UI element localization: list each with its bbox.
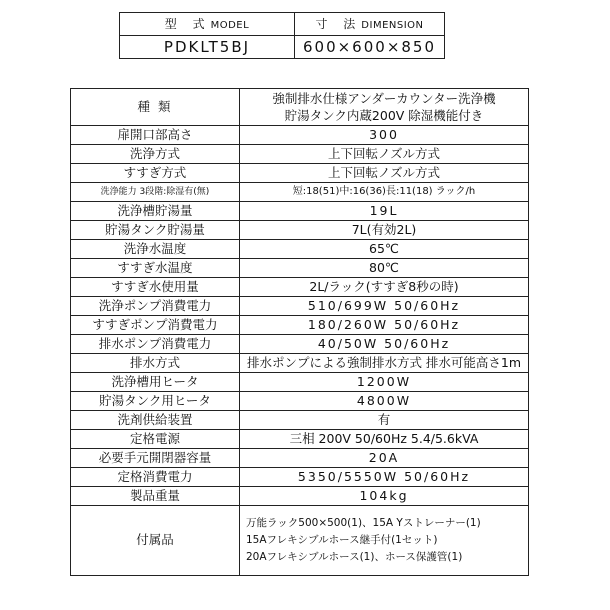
spec-row-rinse-method [71, 164, 529, 183]
spec-value-drain-pump-power: 40/50W 50/60Hz [240, 335, 529, 354]
model-dimension-table [119, 12, 445, 59]
spec-label-wash-tank-heater: 洗浄槽用ヒータ [71, 373, 240, 392]
spec-value-drain-method: 排水ポンプによる強制排水方式 排水可能高さ1m [240, 354, 529, 373]
spec-row-wash-method [71, 145, 529, 164]
model-value: PDKLT5BJ [120, 36, 295, 59]
spec-label-accessories: 付属品 [71, 506, 240, 576]
spec-label-drain-method: 排水方式 [71, 354, 240, 373]
spec-value-wash-tank-volume: 19L [240, 202, 529, 221]
spec-value-storage-tank-volume: 7L(有効2L) [240, 221, 529, 240]
dimension-header-ja: 寸 法 [315, 16, 362, 31]
accessories-line-3: 20Aフレキシブルホース(1)、ホース保護管(1) [246, 551, 463, 563]
spec-label-door-height: 扉開口部高さ [71, 126, 240, 145]
spec-row-rinse-water-temp [71, 259, 529, 278]
spec-row-type [71, 89, 529, 126]
accessories-line-2: 15Aフレキシブルホース継手付(1セット) [246, 534, 438, 546]
type-line-1: 強制排水仕様アンダーカウンター洗浄機 [272, 91, 496, 106]
spec-label-rinse-pump-power: すすぎポンプ消費電力 [71, 316, 240, 335]
spec-value-wash-pump-power: 510/699W 50/60Hz [240, 297, 529, 316]
spec-value-wash-water-temp: 65℃ [240, 240, 529, 259]
model-table-value-row [120, 36, 445, 59]
spec-row-rated-power-supply [71, 430, 529, 449]
spec-label-wash-pump-power: 洗浄ポンプ消費電力 [71, 297, 240, 316]
spec-row-wash-water-temp [71, 240, 529, 259]
dimension-header-cell [295, 13, 445, 36]
spec-row-wash-tank-volume [71, 202, 529, 221]
spec-value-breaker-capacity: 20A [240, 449, 529, 468]
spec-label-storage-tank-heater: 貯湯タンク用ヒータ [71, 392, 240, 411]
spec-label-rinse-water-temp: すすぎ水温度 [71, 259, 240, 278]
spec-label-type: 種 類 [71, 89, 240, 126]
spec-row-door-height [71, 126, 529, 145]
spec-label-breaker-capacity: 必要手元開閉器容量 [71, 449, 240, 468]
spec-value-wash-capacity: 短:18(51)中:16(36)長:11(18) ラック/h [240, 183, 529, 202]
spec-value-weight: 104kg [240, 487, 529, 506]
spec-value-wash-method: 上下回転ノズル方式 [240, 145, 529, 164]
spec-value-rinse-pump-power: 180/260W 50/60Hz [240, 316, 529, 335]
spec-label-wash-water-temp: 洗浄水温度 [71, 240, 240, 259]
spec-value-rinse-water-usage: 2L/ラック(すすぎ8秒の時) [240, 278, 529, 297]
spec-row-weight [71, 487, 529, 506]
spec-row-storage-tank-heater [71, 392, 529, 411]
spec-row-accessories [71, 506, 529, 576]
dimension-value: 600×600×850 [295, 36, 445, 59]
model-header-ja: 型 式 [164, 16, 211, 31]
spec-value-storage-tank-heater: 4800W [240, 392, 529, 411]
spec-label-rinse-water-usage: すすぎ水使用量 [71, 278, 240, 297]
spec-value-wash-tank-heater: 1200W [240, 373, 529, 392]
spec-value-door-height: 300 [240, 126, 529, 145]
spec-row-rated-power-consumption [71, 468, 529, 487]
spec-value-rated-power-consumption: 5350/5550W 50/60Hz [240, 468, 529, 487]
spec-value-type [240, 89, 529, 126]
spec-row-drain-method [71, 354, 529, 373]
spec-label-wash-tank-volume: 洗浄槽貯湯量 [71, 202, 240, 221]
spec-row-rinse-water-usage [71, 278, 529, 297]
spec-row-detergent-feeder [71, 411, 529, 430]
spec-value-rinse-method: 上下回転ノズル方式 [240, 164, 529, 183]
spec-label-rated-power-consumption: 定格消費電力 [71, 468, 240, 487]
spec-row-drain-pump-power [71, 335, 529, 354]
model-header-cell [120, 13, 295, 36]
spec-label-rated-power-supply: 定格電源 [71, 430, 240, 449]
spec-value-rated-power-supply: 三相 200V 50/60Hz 5.4/5.6kVA [240, 430, 529, 449]
type-line-2: 貯湯タンク内蔵200V 除湿機能付き [284, 108, 484, 123]
accessories-line-1: 万能ラック500×500(1)、15A Yストレーナー(1) [246, 517, 481, 529]
spec-label-wash-method: 洗浄方式 [71, 145, 240, 164]
model-header-en: MODEL [210, 19, 250, 31]
spec-row-wash-pump-power [71, 297, 529, 316]
dimension-header-en: DIMENSION [361, 19, 424, 31]
spec-table [70, 88, 529, 576]
spec-label-drain-pump-power: 排水ポンプ消費電力 [71, 335, 240, 354]
spec-value-rinse-water-temp: 80℃ [240, 259, 529, 278]
spec-label-weight: 製品重量 [71, 487, 240, 506]
spec-label-wash-capacity: 洗浄能力 3段階:除湿有(無) [71, 183, 240, 202]
spec-row-breaker-capacity [71, 449, 529, 468]
spec-label-detergent-feeder: 洗剤供給装置 [71, 411, 240, 430]
spec-value-detergent-feeder: 有 [240, 411, 529, 430]
spec-row-wash-capacity [71, 183, 529, 202]
spec-row-rinse-pump-power [71, 316, 529, 335]
spec-label-rinse-method: すすぎ方式 [71, 164, 240, 183]
spec-row-wash-tank-heater [71, 373, 529, 392]
model-table-header-row [120, 13, 445, 36]
spec-label-storage-tank-volume: 貯湯タンク貯湯量 [71, 221, 240, 240]
spec-value-accessories [240, 506, 529, 576]
spec-row-storage-tank-volume [71, 221, 529, 240]
